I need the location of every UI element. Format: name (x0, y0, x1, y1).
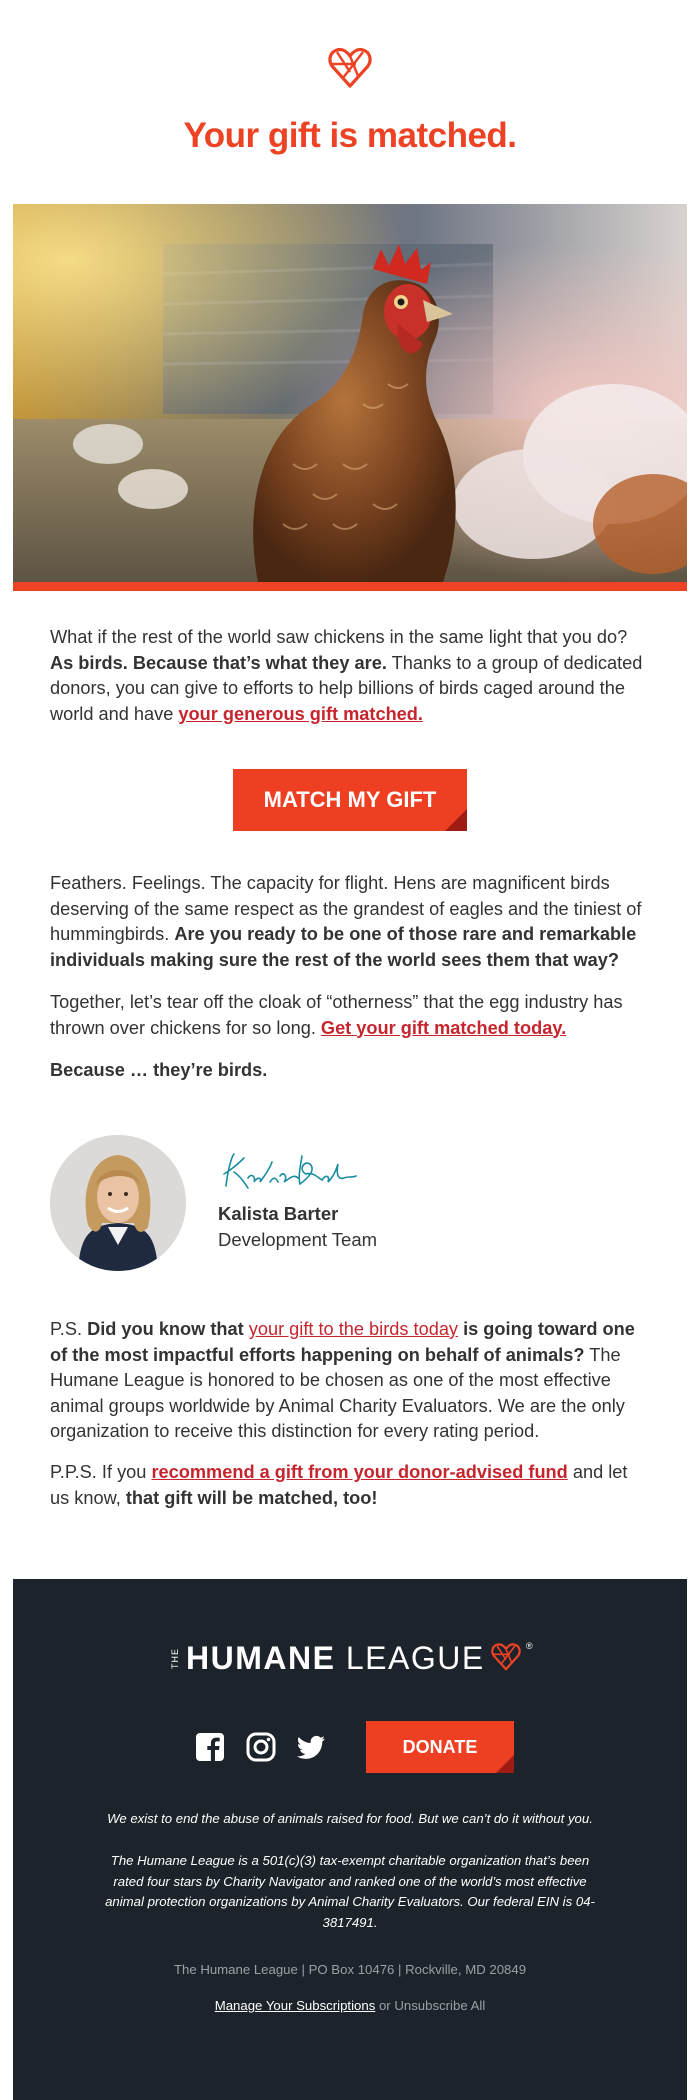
gift-matched-link[interactable]: your generous gift matched. (178, 703, 423, 724)
match-gift-button-wrap (233, 769, 467, 831)
hero-accent-bar (13, 582, 687, 591)
logo-the: THE (170, 1648, 180, 1669)
logo-registered-mark: ® (526, 1641, 533, 1651)
body-text: Together, let’s tear off the cloak of “otherness” that the egg industry has thrown over chickens for so long. (50, 992, 623, 1038)
twitter-icon[interactable] (295, 1731, 327, 1763)
logo-wordmark (186, 1640, 485, 1677)
closing-line: Because … they’re birds. (50, 1060, 268, 1080)
donate-label: DONATE (402, 1736, 478, 1757)
instagram-icon[interactable] (245, 1731, 277, 1763)
footer-links (0, 1998, 700, 2013)
unsubscribe-link[interactable]: Unsubscribe All (394, 1998, 486, 2013)
page-title: Your gift is matched. (183, 116, 517, 155)
heart-logo-icon (328, 46, 372, 90)
footer-or: or (375, 1998, 395, 2013)
footer-mission: We exist to end the abuse of animals raised for food. But we can’t do it without you. (107, 1811, 593, 1826)
pps-prefix: P.P.S. If you (50, 1462, 152, 1482)
body-paragraph-3 (50, 1058, 650, 1084)
intro-rest: Thanks to a group of dedicated donors, you can give to efforts to help billions of birds caged around the world and have (50, 652, 643, 724)
intro-paragraph (50, 625, 650, 727)
intro-text: What if the rest of the world saw chickens in the same light that you do? (50, 627, 628, 647)
pps-paragraph (50, 1460, 650, 1511)
heart-logo-icon (490, 1642, 522, 1672)
body-bold: Are you ready to be one of those rare and remarkable individuals making sure the rest of the world sees them that way? (50, 924, 637, 970)
hero-chicken-image (13, 204, 687, 582)
ps-bold-2: is going toward one of the most impactful efforts happening on behalf of animals? (50, 1319, 635, 1365)
humane-league-logo (170, 1638, 540, 1678)
footer-legal: The Humane League is a 501(c)(3) tax-exempt charitable organization that’s been rated four stars by Charity Navigator and ranked one of the world’s most effective animal protection organizations by Animal Charity Evaluators. Our federal EIN is 04-3817491. (105, 1853, 595, 1930)
footer-address: The Humane League | PO Box 10476 | Rockville, MD 20849 (173, 1962, 527, 1977)
logo-humane: HUMANE (186, 1640, 336, 1676)
gift-to-birds-link[interactable]: your gift to the birds today (248, 1319, 459, 1339)
signature-image (218, 1148, 360, 1196)
donor-advised-fund-link[interactable]: recommend a gift from your donor-advised fund (151, 1462, 568, 1482)
logo-league: LEAGUE (335, 1640, 485, 1676)
ps-prefix: P.S. (50, 1319, 88, 1339)
pps-mid: and let us know, (50, 1462, 628, 1508)
body-text: Feathers. Feelings. The capacity for flight. Hens are magnificent birds deserving of the same respect as the grandest of eagles and the tiniest of hummingbirds. (50, 873, 642, 944)
body-paragraph-2 (50, 990, 650, 1041)
ps-rest: The Humane League is honored to be chosen as one of the most effective animal groups worldwide by Animal Charity Evaluators. We are the only organization to receive this distinction for every rating period. (50, 1344, 625, 1441)
donate-button[interactable] (366, 1721, 514, 1773)
button-fold-corner (445, 809, 467, 831)
manage-subscriptions-link[interactable]: Manage Your Subscriptions (214, 1998, 376, 2013)
intro-bold: As birds. Because that’s what they are. (50, 652, 387, 673)
get-gift-matched-link[interactable]: Get your gift matched today. (320, 1017, 567, 1038)
match-my-gift-label: MATCH MY GIFT (263, 787, 437, 812)
signer-team: Development Team (218, 1229, 378, 1250)
pps-bold: that gift will be matched, too! (125, 1487, 378, 1508)
ps-bold-1: Did you know that (87, 1319, 249, 1339)
ps-paragraph (50, 1317, 650, 1445)
body-paragraph-1 (50, 871, 650, 973)
portrait-image (50, 1135, 186, 1271)
signer-name: Kalista Barter (218, 1203, 339, 1224)
avatar (50, 1135, 186, 1271)
facebook-icon[interactable] (194, 1731, 226, 1763)
match-my-gift-button[interactable] (233, 769, 467, 831)
button-fold-corner (496, 1755, 514, 1773)
